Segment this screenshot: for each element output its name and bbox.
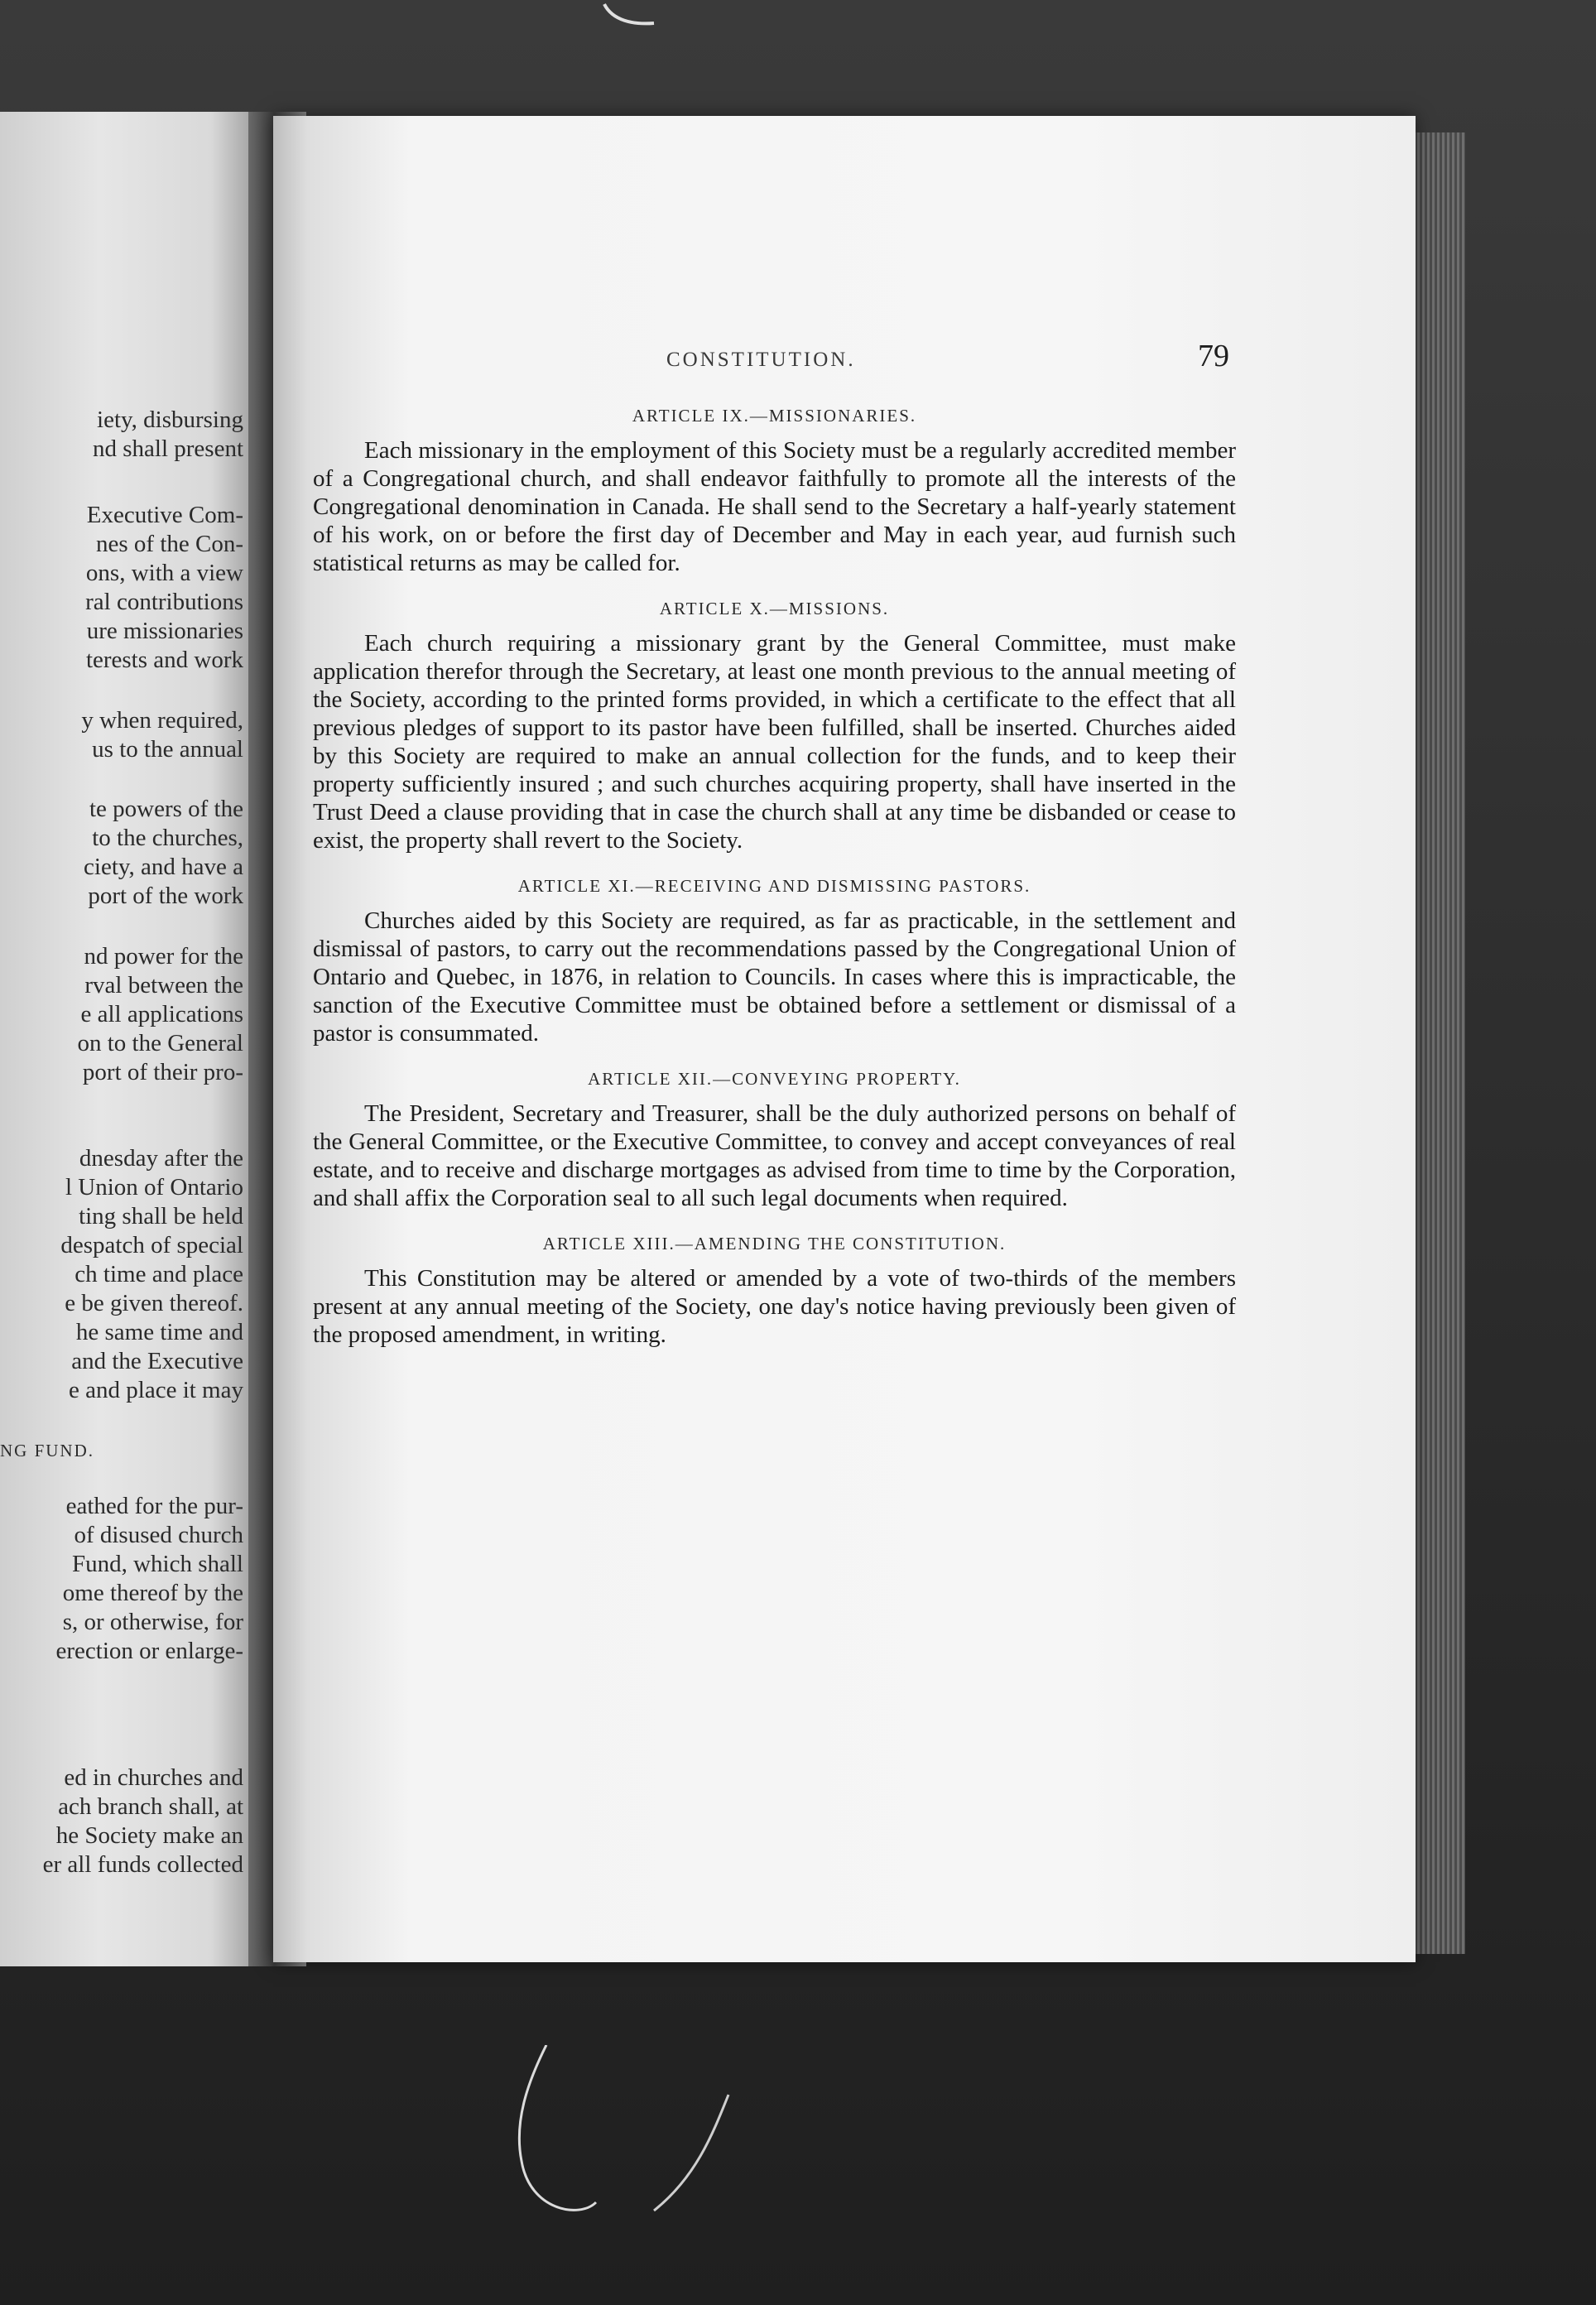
left-line: Executive Com- [86, 502, 243, 528]
left-line: nd power for the [84, 943, 243, 970]
article-xii [313, 1069, 1236, 1212]
left-line: e and place it may [69, 1377, 243, 1403]
article-paragraph: Each missionary in the employment of this Society must be a regularly accredited member of a Congregational church, and shall endeavor faithfully to promote all the interests of the Congregational denomination in Canada. He shall send to the Secretary a half-yearly statement of his work, on or before the first day of December and May in each year, aud furnish such statistical returns as may be called for. [313, 437, 1236, 576]
scan-fibre-artifact [464, 2045, 762, 2235]
article-heading: ARTICLE X.—MISSIONS. [659, 599, 890, 618]
left-line: us to the annual [92, 736, 243, 763]
left-line: l Union of Ontario [65, 1174, 243, 1201]
left-line: s, or otherwise, for [62, 1609, 243, 1635]
left-line: ome thereof by the [62, 1580, 243, 1606]
left-line: ciety, and have a [84, 854, 243, 880]
scan-top-artifact [596, 0, 662, 33]
left-line: eathed for the pur- [65, 1493, 243, 1519]
page-stack-edge [1407, 132, 1465, 1954]
left-line: terests and work [85, 647, 243, 673]
article-paragraph: Churches aided by this Society are required, as far as practicable, in the settlement and dismissal of pastors, to carry out the recommendations passed by the Congregational Union of Ontario and Quebec, in 1876, in relation to Councils. In cases where this is impracticable, the sanction of the Executive Committee must be obtained before a settlement or dismissal of a pastor is consummated. [313, 907, 1236, 1047]
article-heading: ARTICLE XII.—CONVEYING PROPERTY. [588, 1069, 961, 1089]
left-line: y when required, [81, 707, 243, 734]
left-line: te powers of the [89, 796, 243, 822]
left-line: port of the work [88, 883, 243, 909]
left-line: ral contributions [85, 589, 243, 615]
left-line: e all applications [80, 1001, 243, 1027]
left-line: and the Executive [71, 1348, 243, 1374]
article-paragraph: Each church requiring a missionary grant by the General Committee, must make application therefor through the Secretary, at least one month previous to the annual meeting of the Society, according to the printed forms provided, in which a certificate to the effect that all previous pledges of support to its pastor have been fulfilled, shall be inserted. Churches aided by this Society are required to make an annual collection for the funds, and to keep their property sufficiently insured ; and such churches acquiring property, shall have inserted in the Trust Deed a clause providing that in case the church shall at any time be disbanded or cease to exist, the property shall revert to the Society. [313, 630, 1236, 854]
left-line: ach branch shall, at [58, 1793, 243, 1820]
left-line: ons, with a view [85, 560, 243, 586]
article-xiii [313, 1234, 1236, 1349]
left-line: e be given thereof. [65, 1290, 243, 1316]
article-paragraph: The President, Secretary and Treasurer, shall be the duly authorized persons on behalf of the General Committee, or the Executive Committee, to convey and accept conveyances of real estate, and to receive and discharge mortgages as advised from time to time by the Corporation, and shall affix the Corporation seal to all such legal documents when required. [313, 1100, 1236, 1211]
running-header [319, 338, 1229, 374]
page-number: 79 [1198, 339, 1229, 373]
running-title: CONSTITUTION. [666, 349, 856, 371]
article-heading: ARTICLE XI.—RECEIVING AND DISMISSING PASTORS. [517, 876, 1031, 896]
left-line: iety, disbursing [97, 407, 243, 433]
previous-page [0, 112, 248, 1966]
left-line: Fund, which shall [71, 1551, 243, 1577]
article-heading: ARTICLE IX.—MISSIONARIES. [632, 406, 917, 426]
left-line: of disused church [74, 1522, 243, 1548]
left-line: dnesday after the [79, 1145, 243, 1172]
left-line: he Society make an [55, 1822, 243, 1849]
left-line: ed in churches and [64, 1764, 243, 1791]
left-line: despatch of special [60, 1232, 243, 1258]
left-line: nes of the Con- [96, 531, 243, 557]
article-paragraph: This Constitution may be altered or amended by a vote of two-thirds of the members present at any annual meeting of the Society, one day's notice having previously been given of the proposed amendment, in writing. [313, 1265, 1236, 1348]
left-line: rval between the [84, 972, 243, 999]
left-line: he same time and [75, 1319, 243, 1345]
left-line: ting shall be held [79, 1203, 243, 1229]
page-body [313, 406, 1236, 1370]
article-x [313, 599, 1236, 854]
left-line: port of their pro- [82, 1059, 243, 1085]
left-line: erection or enlarge- [55, 1638, 243, 1664]
left-line: nd shall present [92, 435, 243, 462]
article-xi [313, 876, 1236, 1047]
left-line: on to the General [77, 1030, 243, 1056]
article-ix [313, 406, 1236, 577]
left-line: er all funds collected [42, 1851, 243, 1878]
left-line: ure missionaries [86, 618, 243, 644]
article-heading: ARTICLE XIII.—AMENDING THE CONSTITUTION. [542, 1234, 1007, 1254]
left-heading: NG FUND. [0, 1441, 95, 1460]
left-line: ch time and place [75, 1261, 243, 1287]
left-line: to the churches, [92, 825, 243, 851]
